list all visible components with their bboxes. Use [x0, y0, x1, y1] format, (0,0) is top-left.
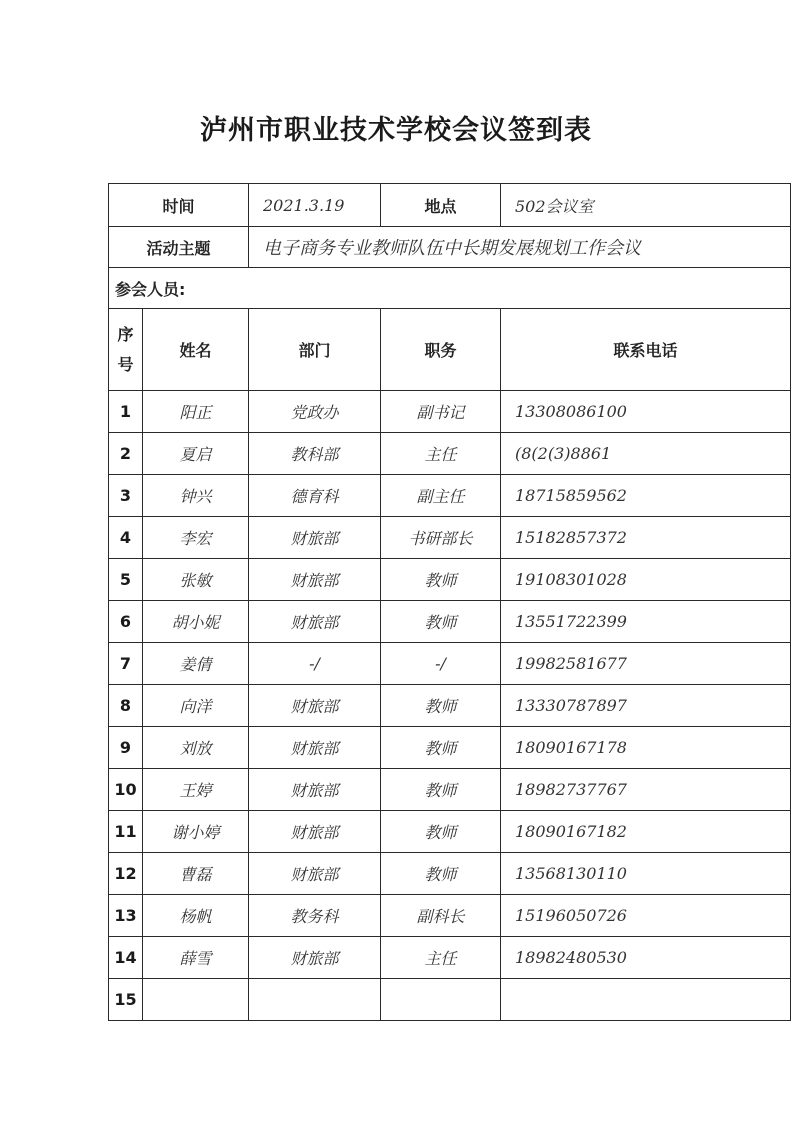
- row-phone: 13568130110: [501, 853, 791, 895]
- row-name: 曹磊: [143, 853, 249, 895]
- row-phone: 18715859562: [501, 475, 791, 517]
- row-phone: 13308086100: [501, 391, 791, 433]
- column-header-row: [109, 309, 791, 391]
- row-number: 12: [109, 853, 143, 895]
- row-name: 姜倩: [143, 643, 249, 685]
- meta-row-time: [109, 184, 791, 227]
- row-dept: 财旅部: [249, 769, 381, 811]
- row-position: 教师: [381, 853, 501, 895]
- page-title: 泸州市职业技术学校会议签到表: [200, 115, 592, 146]
- attendees-row: [109, 268, 791, 309]
- row-number: 2: [109, 433, 143, 475]
- row-number: 8: [109, 685, 143, 727]
- row-name: 向洋: [143, 685, 249, 727]
- table-row: [109, 433, 791, 475]
- row-phone: 13551722399: [501, 601, 791, 643]
- row-dept: 财旅部: [249, 559, 381, 601]
- row-name: 刘放: [143, 727, 249, 769]
- row-dept: 党政办: [249, 391, 381, 433]
- row-phone: 13330787897: [501, 685, 791, 727]
- row-dept: 教科部: [249, 433, 381, 475]
- row-position: 教师: [381, 727, 501, 769]
- table-row: [109, 811, 791, 853]
- row-position: 教师: [381, 811, 501, 853]
- row-phone: 18090167178: [501, 727, 791, 769]
- row-name: 薛雪: [143, 937, 249, 979]
- name-header: 姓名: [143, 309, 249, 391]
- row-dept: 财旅部: [249, 685, 381, 727]
- row-dept: 财旅部: [249, 517, 381, 559]
- row-dept: 财旅部: [249, 811, 381, 853]
- table-row: [109, 685, 791, 727]
- table-row: [109, 391, 791, 433]
- row-position: 书研部长: [381, 517, 501, 559]
- row-position: 教师: [381, 685, 501, 727]
- row-dept: 财旅部: [249, 601, 381, 643]
- table-row: [109, 979, 791, 1021]
- row-number: 11: [109, 811, 143, 853]
- row-dept: 教务科: [249, 895, 381, 937]
- row-phone: 18982480530: [501, 937, 791, 979]
- table-row: [109, 937, 791, 979]
- row-name: 谢小婷: [143, 811, 249, 853]
- row-phone: 18982737767: [501, 769, 791, 811]
- row-number: 1: [109, 391, 143, 433]
- table-row: [109, 475, 791, 517]
- place-label: 地点: [381, 184, 501, 227]
- sign-in-table: [108, 183, 791, 1021]
- row-name: 阳正: [143, 391, 249, 433]
- row-dept: [249, 979, 381, 1021]
- row-name: 王婷: [143, 769, 249, 811]
- theme-label: 活动主题: [109, 227, 249, 268]
- row-dept: 财旅部: [249, 853, 381, 895]
- attendees-label: 参会人员:: [109, 268, 791, 309]
- row-number: 10: [109, 769, 143, 811]
- row-phone: 15196050726: [501, 895, 791, 937]
- row-name: 夏启: [143, 433, 249, 475]
- row-position: 主任: [381, 937, 501, 979]
- row-dept: 德育科: [249, 475, 381, 517]
- row-number: 3: [109, 475, 143, 517]
- meta-row-theme: [109, 227, 791, 268]
- row-number: 9: [109, 727, 143, 769]
- row-number: 14: [109, 937, 143, 979]
- row-phone: 18090167182: [501, 811, 791, 853]
- row-position: 主任: [381, 433, 501, 475]
- row-phone: [501, 979, 791, 1021]
- row-number: 13: [109, 895, 143, 937]
- table-row: [109, 853, 791, 895]
- row-name: 钟兴: [143, 475, 249, 517]
- row-position: -/: [381, 643, 501, 685]
- table-row: [109, 559, 791, 601]
- row-number: 4: [109, 517, 143, 559]
- table-row: [109, 727, 791, 769]
- row-position: 教师: [381, 601, 501, 643]
- row-phone: (8(2(3)8861: [501, 433, 791, 475]
- place-value: 502会议室: [501, 184, 791, 227]
- row-phone: 19108301028: [501, 559, 791, 601]
- row-number: 15: [109, 979, 143, 1021]
- seq-header-line2: 号: [117, 354, 134, 374]
- row-position: 教师: [381, 769, 501, 811]
- row-position: 副书记: [381, 391, 501, 433]
- table-row: [109, 601, 791, 643]
- position-header: 职务: [381, 309, 501, 391]
- phone-header: 联系电话: [501, 309, 791, 391]
- row-dept: -/: [249, 643, 381, 685]
- table-row: [109, 895, 791, 937]
- row-number: 6: [109, 601, 143, 643]
- table-row: [109, 517, 791, 559]
- row-position: [381, 979, 501, 1021]
- dept-header: 部门: [249, 309, 381, 391]
- row-number: 7: [109, 643, 143, 685]
- time-label: 时间: [109, 184, 249, 227]
- row-position: 副科长: [381, 895, 501, 937]
- row-phone: 19982581677: [501, 643, 791, 685]
- row-dept: 财旅部: [249, 937, 381, 979]
- row-position: 副主任: [381, 475, 501, 517]
- row-name: [143, 979, 249, 1021]
- row-position: 教师: [381, 559, 501, 601]
- row-name: 杨帆: [143, 895, 249, 937]
- seq-header-line1: 序: [117, 324, 134, 344]
- table-row: [109, 769, 791, 811]
- row-phone: 15182857372: [501, 517, 791, 559]
- row-name: 胡小妮: [143, 601, 249, 643]
- row-name: 李宏: [143, 517, 249, 559]
- theme-value: 电子商务专业教师队伍中长期发展规划工作会议: [249, 227, 791, 268]
- row-name: 张敏: [143, 559, 249, 601]
- time-value: 2021.3.19: [249, 184, 381, 227]
- row-dept: 财旅部: [249, 727, 381, 769]
- seq-header: [109, 309, 143, 391]
- row-number: 5: [109, 559, 143, 601]
- table-row: [109, 643, 791, 685]
